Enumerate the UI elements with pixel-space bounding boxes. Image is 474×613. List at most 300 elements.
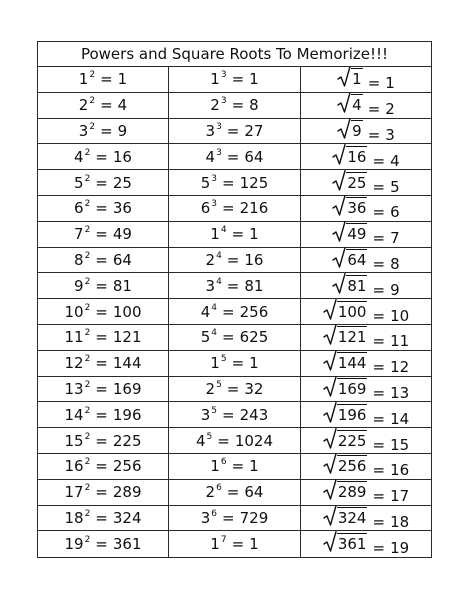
exponent: 2 [84, 508, 91, 519]
base-number: 3 [200, 405, 211, 424]
square-root-cell [301, 351, 431, 377]
power-cell [169, 480, 301, 506]
square-expression [74, 174, 132, 192]
radicand: 225 [337, 431, 367, 450]
result-number: 225 [112, 431, 142, 450]
base-number: 3 [200, 508, 211, 527]
base-number: 3 [205, 276, 216, 295]
result-number: 16 [112, 147, 132, 166]
result-number: 64 [244, 483, 264, 502]
square-cell [38, 480, 169, 506]
square-root [323, 402, 368, 424]
equals-sign: = [231, 535, 245, 554]
equals-sign: = [367, 126, 381, 144]
radical-sign-icon [323, 428, 337, 450]
exponent: 2 [89, 96, 96, 107]
power-expression [210, 457, 258, 475]
base-number: 2 [78, 96, 89, 115]
result-number: 5 [390, 177, 400, 196]
result-number: 144 [112, 354, 142, 373]
exponent: 2 [89, 70, 96, 81]
radicand: 196 [337, 405, 367, 424]
result-number: 12 [390, 358, 410, 377]
square-root [323, 324, 368, 346]
equals-sign: = [372, 512, 386, 531]
radical-sign-icon [323, 505, 337, 527]
square-expression [79, 122, 127, 140]
equals-sign: = [95, 225, 108, 244]
equals-sign: = [226, 121, 240, 140]
base-number: 1 [78, 70, 89, 89]
square-cell [38, 377, 169, 403]
base-number: 6 [74, 199, 84, 218]
base-number: 7 [74, 225, 84, 244]
square-root-cell [301, 248, 431, 274]
square-expression [74, 277, 132, 295]
exponent: 2 [84, 354, 91, 365]
equals-sign: = [367, 100, 381, 119]
equals-sign: = [95, 250, 108, 269]
square-cell [38, 248, 169, 274]
power-cell [169, 144, 301, 170]
square-cell [38, 273, 169, 299]
power-cell [169, 351, 301, 377]
base-number: 18 [64, 508, 84, 527]
square-root-expression [323, 376, 409, 402]
square-root-expression [337, 66, 395, 92]
exponent: 2 [84, 405, 91, 416]
square-expression [64, 432, 141, 450]
square-expression [64, 483, 141, 501]
result-number: 125 [239, 173, 269, 192]
result-number: 8 [249, 96, 259, 115]
equals-sign: = [372, 332, 386, 351]
square-root [332, 195, 367, 217]
equals-sign: = [372, 203, 386, 222]
radicand: 49 [347, 225, 367, 244]
result-number: 196 [112, 405, 142, 424]
square-root-expression [332, 221, 399, 247]
radical-sign-icon [337, 118, 351, 140]
result-number: 256 [239, 302, 269, 321]
exponent: 3 [216, 147, 222, 158]
square-root-expression [323, 479, 409, 505]
exponent: 5 [211, 405, 218, 416]
square-expression [64, 535, 141, 553]
result-number: 625 [239, 328, 269, 347]
result-number: 16 [244, 250, 264, 269]
equals-sign: = [372, 280, 386, 299]
power-cell [169, 377, 301, 403]
equals-sign: = [226, 483, 240, 502]
base-number: 1 [210, 457, 220, 476]
result-number: 64 [112, 250, 132, 269]
base-number: 2 [205, 379, 216, 398]
result-number: 169 [112, 379, 142, 398]
equals-sign: = [95, 379, 108, 398]
base-number: 14 [64, 405, 84, 424]
base-number: 1 [210, 70, 220, 89]
exponent: 2 [84, 535, 91, 546]
square-root-cell [301, 299, 431, 325]
result-number: 1 [249, 457, 259, 476]
equals-sign: = [372, 358, 386, 377]
result-number: 100 [112, 302, 142, 321]
square-root [332, 170, 367, 192]
square-root [323, 479, 368, 501]
exponent: 5 [216, 379, 222, 390]
power-cell [169, 506, 301, 532]
radical-sign-icon [337, 66, 351, 88]
radicand: 25 [347, 173, 367, 192]
square-root-expression [323, 531, 409, 557]
radical-sign-icon [332, 247, 346, 269]
radical-sign-icon [323, 350, 337, 372]
equals-sign: = [95, 405, 108, 424]
square-expression [79, 70, 127, 88]
power-cell [169, 454, 301, 480]
result-number: 1 [249, 70, 259, 89]
exponent: 2 [84, 250, 91, 261]
radicand: 64 [347, 250, 367, 269]
result-number: 11 [390, 332, 410, 351]
base-number: 5 [200, 173, 211, 192]
radicand: 9 [352, 122, 362, 140]
equals-sign: = [222, 199, 235, 218]
radicand: 16 [347, 147, 367, 166]
base-number: 10 [64, 302, 84, 321]
power-cell [169, 273, 301, 299]
equals-sign: = [217, 431, 230, 450]
square-root-expression [323, 428, 409, 454]
exponent: 7 [220, 535, 227, 546]
square-root-expression [323, 299, 409, 325]
result-number: 4 [390, 151, 400, 170]
result-number: 1 [249, 535, 259, 554]
square-cell [38, 325, 169, 351]
radical-sign-icon [323, 299, 337, 321]
equals-sign: = [372, 229, 386, 248]
power-expression [210, 225, 258, 243]
power-expression [210, 70, 258, 88]
result-number: 19 [390, 539, 410, 558]
result-number: 81 [112, 276, 132, 295]
square-expression [64, 328, 141, 346]
base-number: 2 [210, 96, 220, 115]
radicand: 324 [337, 508, 367, 527]
equals-sign: = [372, 539, 386, 558]
radicand: 1 [352, 70, 362, 89]
result-number: 16 [390, 461, 410, 480]
result-number: 32 [244, 379, 264, 398]
exponent: 3 [211, 173, 218, 184]
result-number: 7 [390, 229, 400, 248]
square-expression [64, 354, 141, 372]
square-expression [64, 380, 141, 398]
radical-sign-icon [332, 221, 346, 243]
square-cell [38, 531, 169, 557]
equals-sign: = [372, 435, 386, 454]
equals-sign: = [95, 431, 108, 450]
result-number: 9 [390, 280, 400, 299]
base-number: 9 [74, 276, 84, 295]
result-number: 2 [385, 100, 395, 119]
equals-sign: = [95, 199, 108, 218]
exponent: 2 [84, 483, 91, 494]
equals-sign: = [231, 225, 245, 244]
page-title: Powers and Square Roots To Memorize!!! [38, 42, 431, 67]
radical-sign-icon [332, 195, 346, 217]
exponent: 6 [220, 457, 227, 468]
equals-sign: = [231, 96, 245, 115]
base-number: 15 [64, 431, 84, 450]
result-number: 14 [390, 409, 410, 428]
radicand: 169 [337, 379, 367, 398]
result-number: 9 [117, 121, 128, 140]
square-root [332, 273, 367, 295]
square-root [323, 350, 368, 372]
square-root [323, 505, 368, 527]
power-cell [169, 196, 301, 222]
power-expression [206, 380, 264, 398]
power-cell [169, 531, 301, 557]
result-number: 64 [244, 147, 264, 166]
square-root [337, 66, 363, 88]
base-number: 1 [210, 535, 220, 554]
result-number: 25 [112, 173, 132, 192]
result-number: 6 [390, 203, 400, 222]
square-root [337, 118, 363, 140]
result-number: 15 [390, 435, 410, 454]
power-expression [210, 96, 258, 114]
result-number: 17 [390, 487, 410, 506]
square-expression [79, 96, 127, 114]
result-number: 10 [390, 306, 410, 325]
result-number: 36 [112, 199, 132, 218]
equals-sign: = [100, 70, 113, 89]
equals-sign: = [100, 96, 113, 115]
radical-sign-icon [323, 376, 337, 398]
power-expression [206, 251, 264, 269]
square-root [323, 376, 368, 398]
square-root-cell [301, 377, 431, 403]
equals-sign: = [372, 306, 386, 325]
equals-sign: = [95, 276, 108, 295]
exponent: 4 [211, 328, 218, 339]
square-expression [74, 148, 132, 166]
result-number: 1024 [234, 431, 274, 450]
exponent: 2 [84, 199, 91, 210]
equals-sign: = [226, 276, 240, 295]
radicand: 4 [352, 96, 362, 115]
power-cell [169, 119, 301, 145]
square-root-cell [301, 67, 431, 93]
radical-sign-icon [323, 402, 337, 424]
result-number: 1 [249, 225, 259, 244]
equals-sign: = [222, 508, 235, 527]
square-expression [64, 509, 141, 527]
square-root-cell [301, 222, 431, 248]
base-number: 1 [210, 354, 220, 373]
result-number: 27 [244, 121, 264, 140]
square-root-cell [301, 196, 431, 222]
power-expression [210, 535, 258, 553]
radicand: 256 [337, 457, 367, 476]
square-root-expression [323, 402, 409, 428]
equals-sign: = [372, 461, 386, 480]
math-reference-sheet [37, 41, 432, 558]
result-number: 121 [112, 328, 142, 347]
equals-sign: = [95, 302, 108, 321]
exponent: 2 [84, 147, 91, 158]
power-expression [201, 328, 269, 346]
power-expression [201, 303, 269, 321]
square-root-expression [337, 92, 395, 118]
radical-sign-icon [332, 170, 346, 192]
equals-sign: = [95, 328, 108, 347]
square-root [332, 144, 367, 166]
base-number: 4 [200, 302, 211, 321]
equals-sign: = [100, 121, 113, 140]
power-expression [201, 174, 269, 192]
result-number: 324 [112, 508, 142, 527]
radical-sign-icon [332, 273, 346, 295]
exponent: 2 [84, 276, 91, 287]
result-number: 1 [249, 354, 259, 373]
base-number: 4 [195, 431, 206, 450]
power-expression [210, 354, 258, 372]
equals-sign: = [95, 147, 108, 166]
equals-sign: = [372, 151, 386, 170]
exponent: 4 [211, 302, 218, 313]
square-root-expression [332, 273, 399, 299]
base-number: 13 [64, 379, 84, 398]
equals-sign: = [231, 70, 245, 89]
square-root [332, 247, 367, 269]
exponent: 4 [216, 250, 222, 261]
exponent: 5 [220, 354, 227, 365]
square-cell [38, 196, 169, 222]
exponent: 2 [84, 379, 91, 390]
square-root-cell [301, 506, 431, 532]
square-root-cell [301, 144, 431, 170]
base-number: 2 [205, 483, 216, 502]
square-cell [38, 119, 169, 145]
square-root [323, 299, 368, 321]
square-root-expression [323, 324, 409, 350]
exponent: 5 [206, 431, 213, 442]
equals-sign: = [372, 254, 386, 273]
base-number: 4 [74, 147, 84, 166]
equals-sign: = [367, 74, 381, 93]
powers-roots-table [38, 67, 431, 557]
equals-sign: = [95, 354, 108, 373]
square-cell [38, 93, 169, 119]
power-expression [201, 199, 269, 217]
square-root-expression [323, 505, 409, 531]
base-number: 16 [64, 457, 84, 476]
square-root-cell [301, 170, 431, 196]
power-expression [206, 483, 264, 501]
radicand: 100 [337, 302, 367, 321]
square-expression [64, 303, 141, 321]
base-number: 12 [64, 354, 84, 373]
result-number: 18 [390, 512, 410, 531]
equals-sign: = [226, 147, 240, 166]
exponent: 2 [84, 302, 91, 313]
power-expression [206, 148, 264, 166]
square-root [323, 428, 368, 450]
square-root-expression [337, 118, 395, 144]
base-number: 11 [64, 328, 84, 347]
power-cell [169, 222, 301, 248]
power-expression [206, 277, 264, 295]
result-number: 8 [390, 254, 400, 273]
power-cell [169, 170, 301, 196]
square-root-expression [332, 195, 399, 221]
square-root-cell [301, 531, 431, 557]
radicand: 81 [347, 276, 367, 295]
radicand: 121 [337, 328, 367, 347]
result-number: 1 [117, 70, 128, 89]
square-cell [38, 454, 169, 480]
square-root-expression [332, 144, 399, 170]
power-cell [169, 402, 301, 428]
equals-sign: = [222, 328, 235, 347]
power-cell [169, 67, 301, 93]
base-number: 2 [205, 250, 216, 269]
result-number: 13 [390, 383, 410, 402]
exponent: 3 [220, 70, 227, 81]
radical-sign-icon [323, 453, 337, 475]
power-cell [169, 428, 301, 454]
base-number: 19 [64, 535, 84, 554]
equals-sign: = [95, 483, 108, 502]
square-root-cell [301, 273, 431, 299]
equals-sign: = [95, 535, 108, 554]
exponent: 4 [220, 225, 227, 236]
exponent: 6 [216, 483, 222, 494]
result-number: 729 [239, 508, 269, 527]
equals-sign: = [226, 379, 240, 398]
result-number: 256 [112, 457, 142, 476]
square-cell [38, 506, 169, 532]
exponent: 3 [216, 121, 222, 132]
power-expression [201, 406, 269, 424]
square-cell [38, 428, 169, 454]
equals-sign: = [222, 405, 235, 424]
square-expression [74, 225, 132, 243]
square-cell [38, 170, 169, 196]
base-number: 6 [200, 199, 211, 218]
equals-sign: = [231, 457, 245, 476]
exponent: 3 [211, 199, 218, 210]
power-expression [196, 432, 273, 450]
square-cell [38, 299, 169, 325]
base-number: 1 [210, 225, 220, 244]
square-root-cell [301, 480, 431, 506]
power-cell [169, 248, 301, 274]
base-number: 5 [74, 173, 84, 192]
exponent: 2 [84, 225, 91, 236]
square-root-expression [332, 247, 399, 273]
square-root-cell [301, 119, 431, 145]
power-cell [169, 299, 301, 325]
square-cell [38, 222, 169, 248]
exponent: 2 [84, 457, 91, 468]
square-expression [74, 199, 132, 217]
radical-sign-icon [323, 479, 337, 501]
